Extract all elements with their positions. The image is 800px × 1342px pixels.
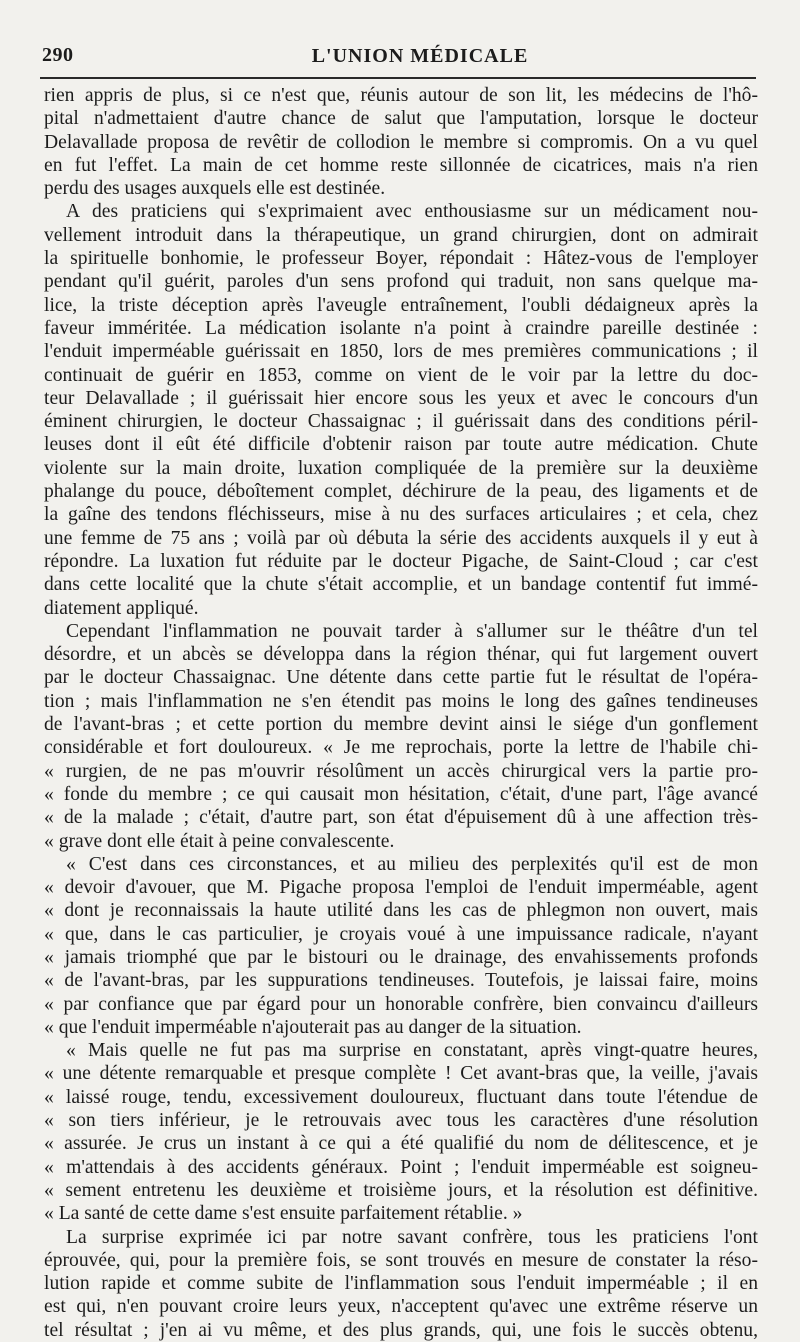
text-line: éminent chirurgien, le docteur Chassaignac ; il guérissait dans des conditions péril- — [44, 411, 758, 433]
text-line: de l'avant-bras ; et cette portion du membre devint ainsi le siége d'un gonflement — [44, 714, 758, 736]
text-line: « m'attendais à des accidents généraux. Point ; l'enduit imperméable est soigneu- — [44, 1156, 758, 1178]
text-line: tel résultat ; j'en ai vu même, et des plus grands, qui, une fois le succès obtenu, — [44, 1319, 758, 1341]
text-line: « sement entretenu les deuxième et troisième jours, et la résolution est définitive. — [44, 1179, 758, 1201]
text-line: « que, dans le cas particulier, je croyais voué à une impuissance radicale, n'ayant — [44, 923, 758, 945]
text-line: « laissé rouge, tendu, excessivement douloureux, fluctuant dans toute l'étendue de — [44, 1086, 758, 1108]
text-line: A des praticiens qui s'exprimaient avec enthousiasme sur un médicament nou- — [66, 201, 758, 223]
text-line: « son tiers inférieur, je le retrouvais avec tous les caractères d'une résolution — [44, 1110, 758, 1132]
text-line: « que l'enduit imperméable n'ajouterait pas au danger de la situation. — [44, 1016, 582, 1038]
text-line: « La santé de cette dame s'est ensuite parfaitement rétablie. » — [44, 1203, 523, 1225]
text-line: La surprise exprimée ici par notre savant confrère, tous les praticiens l'ont — [66, 1226, 758, 1248]
text-line: la spirituelle bonhomie, le professeur Boyer, répondait : Hâtez-vous de l'employer — [44, 248, 758, 270]
running-title: L'UNION MÉDICALE — [311, 45, 529, 67]
text-line: « devoir d'avouer, que M. Pigache proposa l'emploi de l'enduit imperméable, agent — [44, 877, 758, 899]
text-line: perdu des usages auxquels elle est destinée. — [44, 178, 386, 200]
header-rule — [40, 77, 756, 79]
text-line: l'enduit imperméable guérissait en 1850, lors de mes premières communications ; il — [44, 341, 758, 363]
text-line: phalange du pouce, déboîtement complet, déchirure de la peau, des ligaments et de — [44, 481, 758, 503]
text-line: par le docteur Chassaignac. Une détente dans cette partie fut le résultat de l'opéra- — [44, 667, 758, 689]
text-line: « grave dont elle était à peine convalescente. — [44, 830, 395, 852]
text-line: teur Delavallade ; il guérissait hier encore sous les yeux et avec le concours d'un — [44, 387, 758, 409]
text-line: en fut l'effet. La main de cet homme reste sillonnée de cicatrices, mais n'a rien — [44, 154, 758, 176]
text-line: « Mais quelle ne fut pas ma surprise en constatant, après vingt-quatre heures, — [66, 1040, 758, 1062]
text-line: une femme de 75 ans ; voilà par où débuta la série des accidents auxquels il y eut à — [44, 527, 758, 549]
text-line: violente sur la main droite, luxation compliquée de la première sur la deuxième — [44, 457, 758, 479]
text-line: « dont je reconnaissais la haute utilité dans les cas de phlegmon non ouvert, mais — [44, 900, 758, 922]
text-line: « de l'avant-bras, par les suppurations tendineuses. Toutefois, je laissai faire, moins — [44, 970, 758, 992]
text-line: répondre. La luxation fut réduite par le docteur Pigache, de Saint-Cloud ; car c'est — [44, 550, 758, 572]
text-line: lice, la triste déception après l'aveugle entraînement, l'oubli dédaigneux après la — [44, 294, 758, 316]
text-line: diatement appliqué. — [44, 597, 199, 619]
text-line: faveur imméritée. La médication isolante n'a point à craindre pareille destinée : — [44, 317, 758, 339]
text-line: pendant qu'il guérit, paroles d'un sens profond qui traduit, non sans quelque ma- — [44, 271, 758, 293]
page-body-text — [44, 84, 758, 1342]
text-line: « rurgien, de ne pas m'ouvrir résolûment un accès chirurgical vers la partie pro- — [44, 760, 758, 782]
text-line: continuait de guérir en 1853, comme on vient de le voir par la lettre du doc- — [44, 364, 758, 386]
text-line: la gaîne des tendons fléchisseurs, mise à nu des surfaces articulaires ; et cela, chez — [44, 504, 758, 526]
text-line: leuses dont il eût été difficile d'obtenir raison par toute autre médication. Chute — [44, 434, 758, 456]
text-line: dans cette localité que la chute s'était accomplie, et un bandage contentif fut immé- — [44, 574, 758, 596]
text-line: désordre, et un abcès se développa dans la région thénar, qui fut largement ouvert — [44, 644, 758, 666]
text-line: Cependant l'inflammation ne pouvait tarder à s'allumer sur le théâtre d'un tel — [66, 620, 758, 642]
text-line: « de la malade ; c'était, d'autre part, son état d'épuisement dû à une affection très- — [44, 807, 758, 829]
page-header — [42, 44, 758, 74]
text-line: « C'est dans ces circonstances, et au milieu des perplexités qu'il est de mon — [66, 853, 758, 875]
text-line: éprouvée, qui, pour la première fois, se sont trouvés en mesure de constater la réso- — [44, 1249, 758, 1271]
text-line: considérable et fort douloureux. « Je me reprochais, porte la lettre de l'habile chi- — [44, 737, 758, 759]
text-line: « jamais triomphé que par le bistouri ou le drainage, des envahissements profonds — [44, 946, 758, 968]
text-line: lution rapide et comme subite de l'inflammation sous l'enduit imperméable ; il en — [44, 1273, 758, 1295]
text-line: pital n'admettaient d'autre chance de salut que l'amputation, lorsque le docteur — [44, 108, 758, 130]
text-line: rien appris de plus, si ce n'est que, réunis autour de son lit, les médecins de l'hô- — [44, 85, 758, 106]
page-number: 290 — [42, 44, 74, 66]
text-line: vellement introduit dans la thérapeutique, un grand chirurgien, dont on admirait — [44, 224, 758, 246]
text-line: « une détente remarquable et presque complète ! Cet avant-bras que, la veille, j'avais — [44, 1063, 758, 1085]
text-line: Delavallade proposa de revêtir de collodion le membre si compromis. On a vu quel — [44, 131, 758, 153]
text-line: « par confiance que par égard pour un honorable confrère, bien convaincu d'ailleurs — [44, 993, 758, 1015]
text-line: tion ; mais l'inflammation ne s'en étendit pas moins le long des gaînes tendineuses — [44, 690, 758, 712]
text-line: « fonde du membre ; ce qui causait mon hésitation, c'était, d'une part, l'âge avancé — [44, 783, 758, 805]
text-line: est qui, n'en pouvant croire leurs yeux, n'acceptent qu'avec une extrême réserve un — [44, 1296, 758, 1318]
text-line: « assurée. Je crus un instant à ce qui a été qualifié du nom de délitescence, et je — [44, 1133, 758, 1155]
